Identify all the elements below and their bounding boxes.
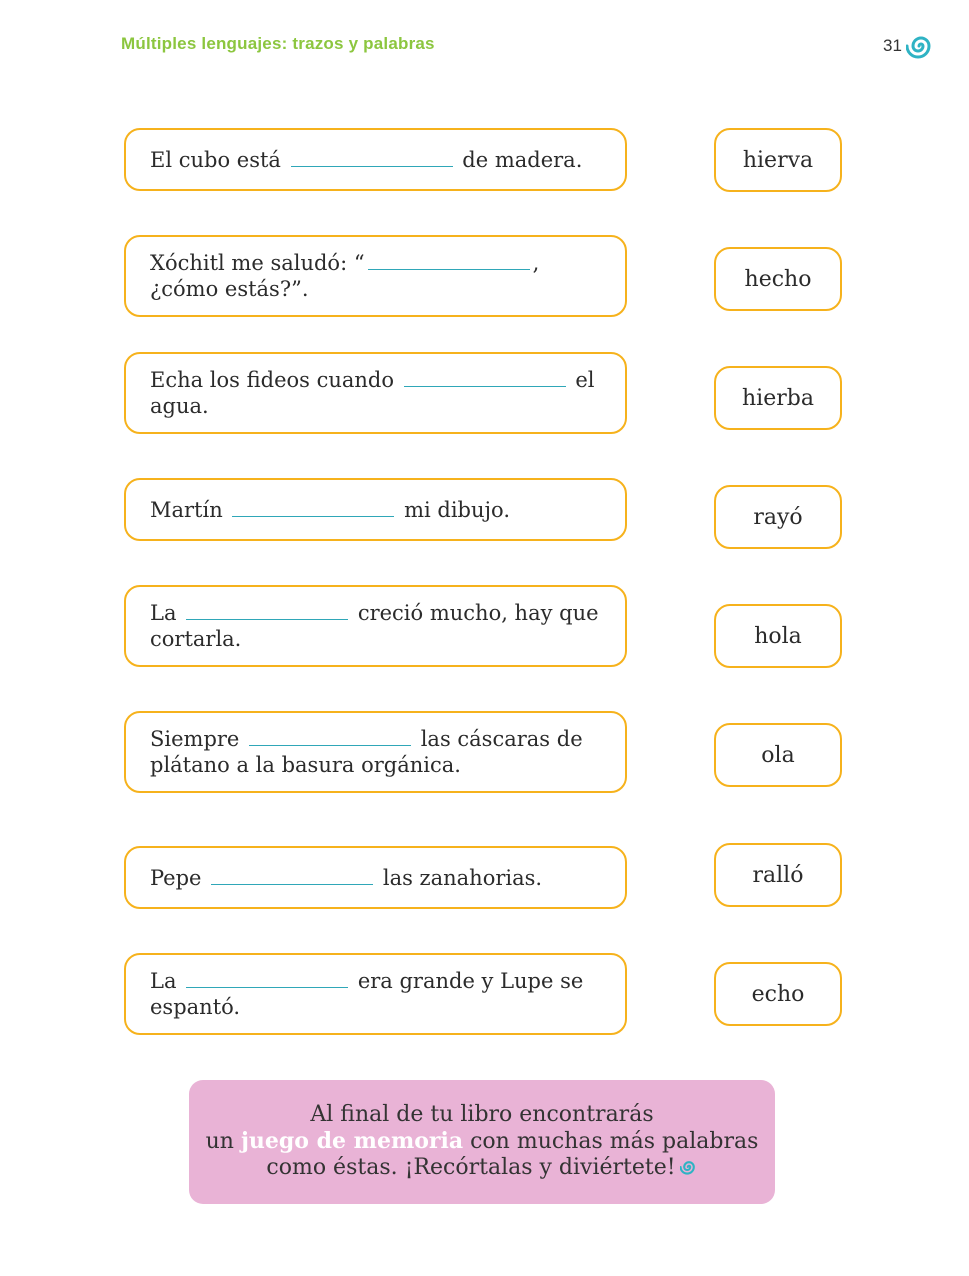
sentence-card-4 xyxy=(124,478,627,541)
sentence-text-after: , ¿cómo estás?”. xyxy=(150,251,540,301)
answer-blank[interactable] xyxy=(249,744,411,746)
memory-game-note xyxy=(189,1080,775,1204)
sentence-text-before: Xóchitl me saludó: “ xyxy=(150,251,365,275)
sentence-text-after: las zanahorias. xyxy=(376,865,543,890)
note-text: un xyxy=(205,1129,241,1154)
word-card-echo[interactable]: echo xyxy=(714,962,842,1026)
note-line-3 xyxy=(189,1155,775,1181)
sentence-card-1 xyxy=(124,128,627,191)
answer-blank[interactable] xyxy=(186,618,348,620)
note-text: con muchas más palabras xyxy=(463,1129,759,1154)
sentence-text-before: Echa los fideos cuando xyxy=(150,368,401,392)
spiral-icon xyxy=(680,1158,698,1176)
sentence-text-before: La xyxy=(150,601,184,625)
sentence-text-after: era grande y Lupe se espantó. xyxy=(150,969,584,1019)
note-line-1: Al final de tu libro encontrarás xyxy=(310,1102,654,1127)
sentence-text-before: Siempre xyxy=(150,727,247,751)
page-number: 31 xyxy=(883,36,902,55)
sentence-card-8 xyxy=(124,953,627,1035)
sentence-card-7 xyxy=(124,846,627,909)
answer-blank[interactable] xyxy=(186,986,348,988)
sentence-card-5 xyxy=(124,585,627,667)
sentence-text-before: El cubo está xyxy=(150,147,288,172)
answer-blank[interactable] xyxy=(291,165,453,167)
sentence-text-after: mi dibujo. xyxy=(397,497,510,522)
note-text: como éstas. ¡Recórtalas y diviértete! xyxy=(266,1155,676,1180)
answer-blank[interactable] xyxy=(368,268,530,270)
answer-blank[interactable] xyxy=(404,385,566,387)
sentence-text-before: Martín xyxy=(150,497,230,522)
word-card-rallo[interactable]: ralló xyxy=(714,843,842,907)
note-line-2 xyxy=(189,1128,775,1155)
note-highlight: juego de memoria xyxy=(240,1128,464,1154)
word-card-hierva[interactable]: hierva xyxy=(714,128,842,192)
answer-blank[interactable] xyxy=(211,883,373,885)
sentence-card-3 xyxy=(124,352,627,434)
sentence-text-before: Pepe xyxy=(150,865,209,890)
sentence-text-before: La xyxy=(150,969,184,993)
word-card-hierba[interactable]: hierba xyxy=(714,366,842,430)
page-header-title: Múltiples lenguajes: trazos y palabras xyxy=(121,34,435,53)
answer-blank[interactable] xyxy=(232,515,394,517)
word-card-rayo[interactable]: rayó xyxy=(714,485,842,549)
sentence-text-after: el agua. xyxy=(150,368,595,418)
word-card-hola[interactable]: hola xyxy=(714,604,842,668)
word-card-ola[interactable]: ola xyxy=(714,723,842,787)
sentence-text-after: las cáscaras de plátano a la basura orgánica. xyxy=(150,727,583,777)
spiral-icon xyxy=(906,31,936,61)
word-card-hecho[interactable]: hecho xyxy=(714,247,842,311)
sentence-card-2 xyxy=(124,235,627,317)
sentence-text-after: de madera. xyxy=(455,147,583,172)
sentence-card-6 xyxy=(124,711,627,793)
sentence-text-after: creció mucho, hay que cortarla. xyxy=(150,601,599,651)
